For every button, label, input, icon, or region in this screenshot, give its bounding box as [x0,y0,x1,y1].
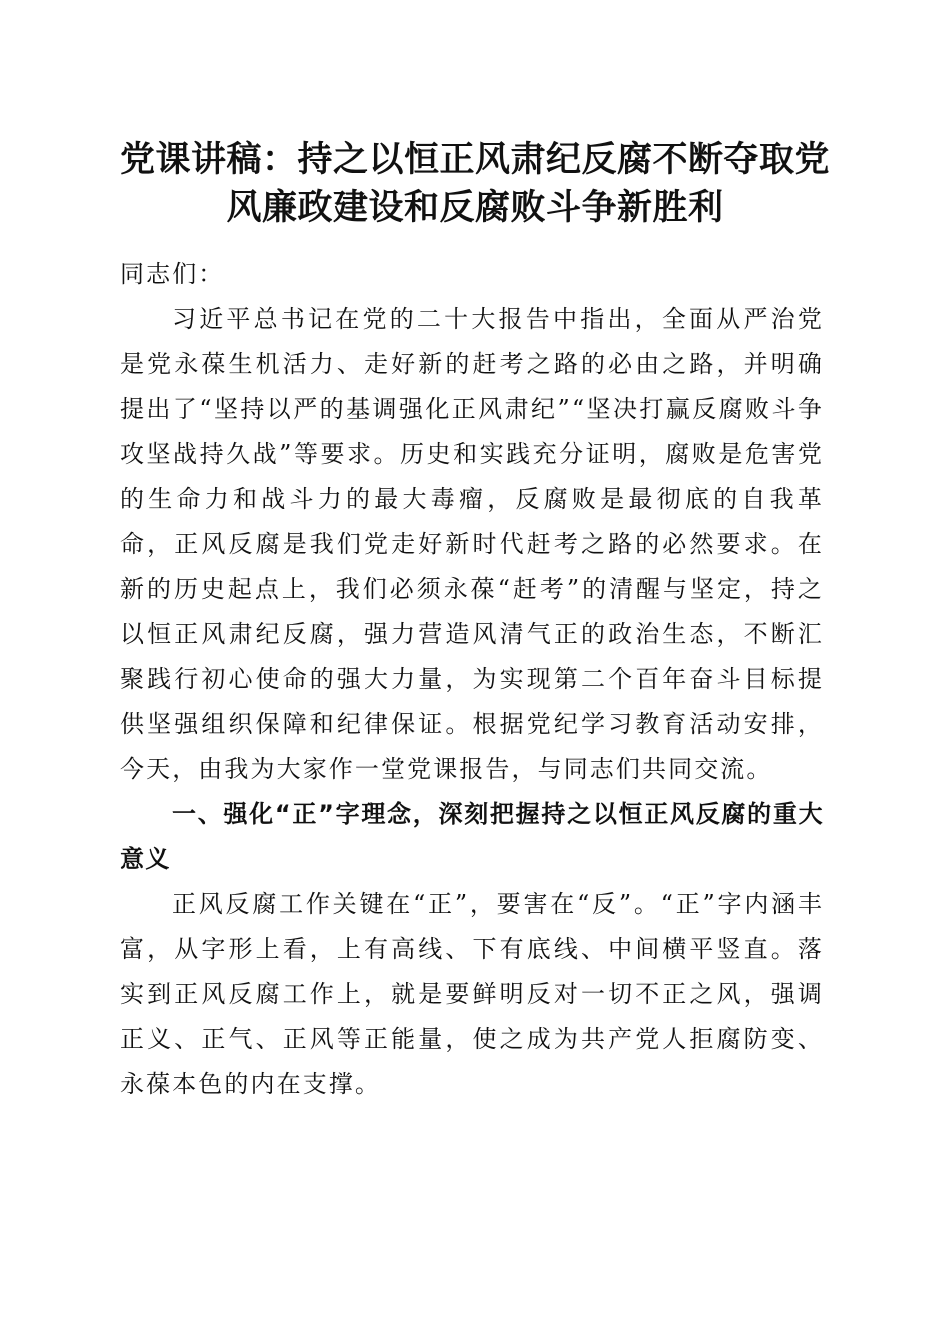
title-line-1: 党课讲稿：持之以恒正风肃纪反腐不断夺取党 [119,139,830,180]
intro-paragraph: 习近平总书记在党的二十大报告中指出，全面从严治党是党永葆生机活力、走好新的赶考之路的必由之路，并明确提出了“坚持以严的基调强化正风肃纪”“坚决打赢反腐败斗争攻坚战持久战”等要求。历史和实践充分证明，腐败是危害党的生命力和战斗力的最大毒瘤，反腐败是最彻底的自我革命，正风反腐是我们党走好新时代赶考之路的必然要求。在新的历史起点上，我们必须永葆“赶考”的清醒与坚定，持之以恒正风肃纪反腐，强力营造风清气正的政治生态，不断汇聚践行初心使命的强大力量，为实现第二个百年奋斗目标提供坚强组织保障和纪律保证。根据党纪学习教育活动安排，今天，由我为大家作一堂党课报告，与同志们共同交流。 [120,305,824,783]
section-heading: 一、强化“正”字理念，深刻把握持之以恒正风反腐的重大意义 [120,800,824,873]
salutation: 同志们： [120,260,225,288]
document-title [110,136,840,232]
document-body [120,252,824,1107]
title-line-2: 风廉政建设和反腐败斗争新胜利 [226,187,724,228]
section-paragraph: 正风反腐工作关键在“正”，要害在“反”。“正”字内涵丰富，从字形上看，上有高线、下有底线、中间横平竖直。落实到正风反腐工作上，就是要鲜明反对一切不正之风，强调正义、正气、正风等正能量，使之成为共产党人拒腐防变、永葆本色的内在支撑。 [120,890,824,1098]
